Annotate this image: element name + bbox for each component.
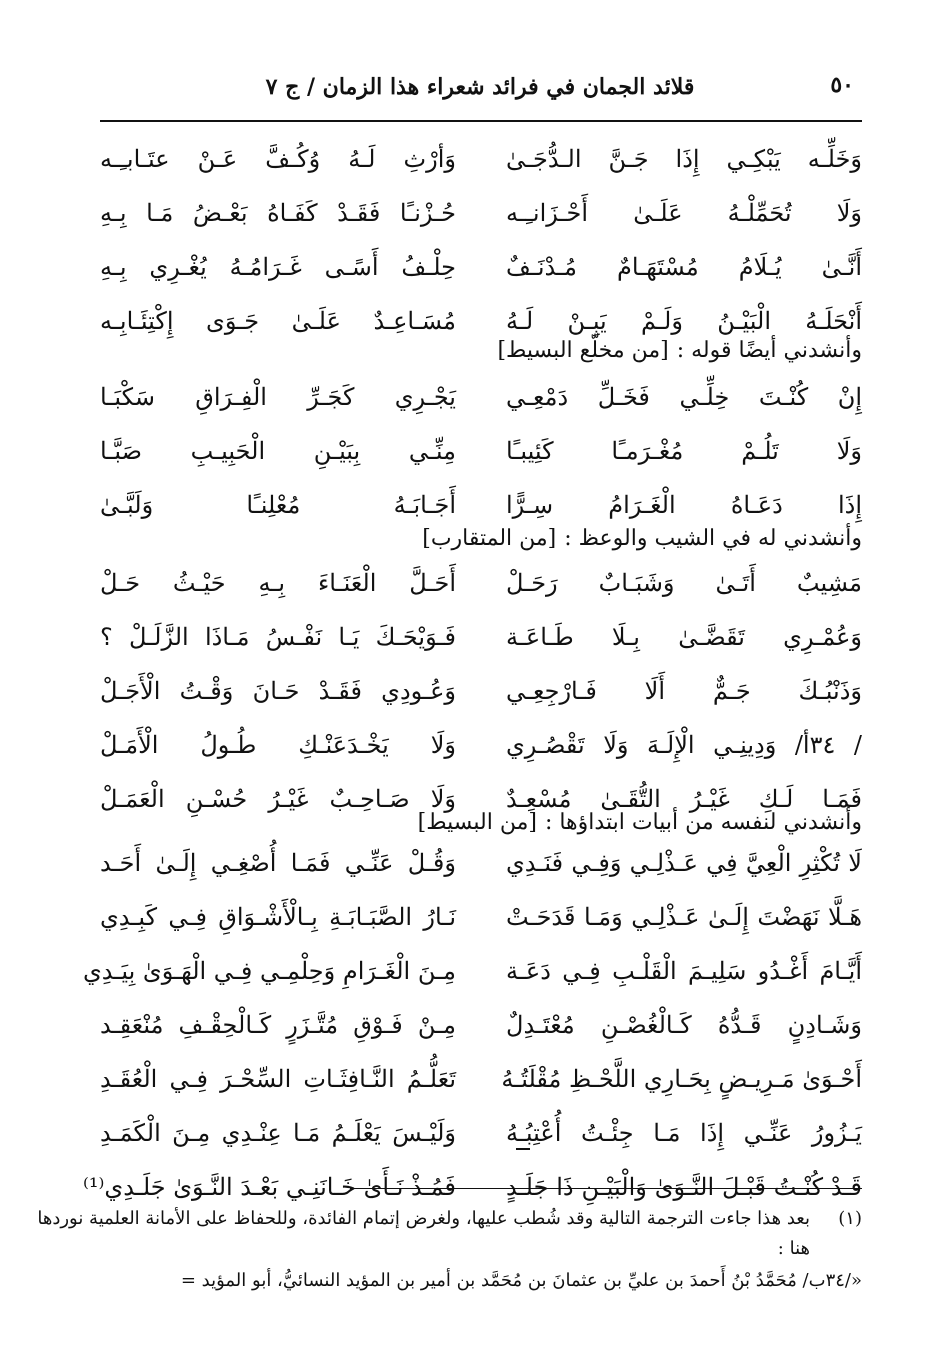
first-hemistich: وَذَنْبُـكَ جَـمٌّ أَلَا فَـارْجِعِـي <box>506 677 862 705</box>
verse-row <box>100 424 862 478</box>
verse-end-mark <box>516 1148 530 1150</box>
poem-2 <box>100 370 862 532</box>
first-hemistich: هَـلَّا نَهَضْتَ إِلَـىٰ عَـذْلِـي وَمَـا قَدَحَـتْ <box>506 903 862 931</box>
intro-line <box>100 526 862 551</box>
first-hemistich: وَشَـادِنٍ قَـدُّهُ كَـالْغُصْـنِ مُعْتَـدِلٌ <box>506 1011 862 1039</box>
first-hemistich: لَا تُكْثِرِ الْعِيَّ فِي عَـذْلِـي وَفِـي فَنَـدِي <box>506 849 862 877</box>
intro-line <box>100 338 862 363</box>
second-hemistich: حُـزْنـًا فَقَـدْ كَفَـاهُ بَعْـضُ مَـا بِـهِ <box>100 199 456 227</box>
intro-text: وأنشدني له في الشيب والوعظ : <box>564 526 862 551</box>
verse-row <box>100 998 862 1052</box>
second-hemistich: أَجَـابَـهُ مُعْلِنـًا وَلَبَّـىٰ <box>100 491 456 519</box>
poem-3 <box>100 556 862 826</box>
meter-label: [من المتقارب] <box>422 526 557 551</box>
first-hemistich: فَمَـا لَـكِ غَيْـرُ التُّقَـىٰ مُسْعِـدٌ <box>506 785 862 813</box>
second-hemistich: فَمُـذْ نَـأَىٰ خَـانَنِـي بَعْـدَ النَّـوَىٰ جَلَـدِي⁽¹⁾ <box>82 1173 456 1201</box>
page-header <box>100 68 860 112</box>
verse-row <box>100 718 862 772</box>
second-hemistich: وَأرْثِ لَـهُ وُكُـفَّ عَـنْ عتَـابـِـه <box>100 145 456 173</box>
meter-label: [من مخلّع البسيط] <box>497 338 669 363</box>
first-hemistich: أَنْحَلَـهُ الْبَيْـنُ وَلَـمْ يَبِـنْ لَـهُ <box>506 307 862 335</box>
verse-row <box>82 944 862 998</box>
first-hemistich: أَنَّـىٰ يُـلَامُ مُسْتَهَـامٌ مُـدْنَـفٌ <box>506 253 862 281</box>
first-hemistich: أَحْـوَىٰ مَـرِيـضٍ بِحَـارِي اللَّحْـظِ مُقْلَتُـهُ <box>501 1065 862 1093</box>
footnote-text: «/٣٤ب/ مُحَمَّدُ بْنُ أَحمدَ بن عليِّ بن عثمانَ بن مُحَمَّد بن أمير بن المؤيد النسائيُّ، أبو المؤيد = <box>180 1270 862 1291</box>
footnote-rule <box>350 1188 862 1189</box>
running-title: قلائد الجمان في فرائد شعراء هذا الزمان / ج ٧ <box>265 74 695 100</box>
meter-label: [من البسيط] <box>417 810 537 835</box>
first-hemistich: أَيَّـامَ أَغْـدُو سَلِيـمَ الْقَلْـبِ فِـي دَعَـة <box>506 957 862 985</box>
first-hemistich: قَـدْ كُنْـتُ قَبْـلَ النَّـوَىٰ وَالْبَيْـنِ ذَا جَلَـدٍ <box>506 1173 862 1201</box>
verse-row <box>100 240 862 294</box>
header-rule <box>100 120 862 122</box>
verse-row <box>82 1160 862 1214</box>
second-hemistich: مُسَـاعِـدٌ عَلَـىٰ جَـوَى إِكْتِئَـابِـه <box>100 307 456 335</box>
second-hemistich: مِـنَ الْغَـرَامِ وَحِلْمِـي فِـي الْهَـوَىٰ بِيَـدِي <box>82 957 456 985</box>
verse-row <box>100 370 862 424</box>
second-hemistich: مِنِّـي بِبَيْـنِ الْحَبِيـبِ صَبَّـا <box>100 437 456 465</box>
first-hemistich: يَـزُورُ عَنِّـي إِذَا مَـا جِئْـتُ أُعْتِبُـهُ <box>506 1119 862 1147</box>
poem-1 <box>100 132 862 348</box>
footnote-text: هنا : <box>777 1238 810 1259</box>
verse-row <box>100 478 862 532</box>
first-hemistich: مَشِيبٌ أَتَـىٰ وَشَبَـابٌ رَحَـلْ <box>506 569 862 597</box>
verse-row <box>100 836 862 890</box>
second-hemistich: نَـارُ الصَّبَـابَـةِ بِـالْأَشْـوَاقِ فِـي كَبِـدِي <box>100 903 456 931</box>
verse-row <box>100 664 862 718</box>
intro-text: وأنشدني لنفسه من أبيات ابتداؤها : <box>544 810 862 835</box>
second-hemistich: فَـوَيْحَـكَ يَـا نَفْـسُ مَـاذَا الزَّلَـلْ ؟ <box>100 623 456 651</box>
intro-line <box>100 810 862 835</box>
second-hemistich: وَلَا يَخْـدَعَنْـكِ طُـولُ الْأَمَـلْ <box>100 731 456 759</box>
second-hemistich: مِـنْ فَـوْقِ مُتَّـزَرٍ كَـالْحِقْـفِ مُنْعَقِـد <box>100 1011 456 1039</box>
second-hemistich: تَعَلُّـمُ النَّـافِثَـاتِ السِّحْـرَ فِـي الْعُقَـدِ <box>100 1065 456 1093</box>
second-hemistich: حِلْـفُ أَسًـى غَـرَامُـهُ يُغْـرِي بِـهِ <box>100 253 456 281</box>
verse-row <box>100 132 862 186</box>
verse-row <box>100 890 862 944</box>
poem-4 <box>82 836 862 1214</box>
verse-row <box>100 1106 862 1160</box>
verse-row <box>100 186 862 240</box>
second-hemistich: أَحَـلَّ الْعَنَـاءَ بِـهِ حَيْـثُ حَـلْ <box>100 569 456 597</box>
footnote-marker: (١) <box>838 1208 862 1229</box>
second-hemistich: وَلَيْـسَ يَعْلَـمُ مَـا عِنْـدِي مِـنَ الْكَمَـدِ <box>100 1119 456 1147</box>
first-hemistich: وَعُمْـرِي تَقَضَّـىٰ بِـلَا طَـاعَـة <box>506 623 862 651</box>
verse-row <box>100 610 862 664</box>
first-hemistich: / ٣٤أ/ وَدِينِـي الْإِلَـهَ وَلَا تَقْصُـرِي <box>506 731 862 759</box>
first-hemistich: إِذَا دَعَـاهُ الْغَـرَامُ سِـرًّا <box>506 491 862 519</box>
second-hemistich: يَجْـرِي كَجَـرِّ الْفِـرَاقِ سَكْبَـا <box>100 383 456 411</box>
first-hemistich: وَلَا تُحَمِّلْـهُ عَلَـىٰ أَحْـزَانـِـه <box>506 199 862 227</box>
verse-row <box>100 556 862 610</box>
first-hemistich: وَلَا تَلُـمْ مُغْـرَمـًا كَئِيبـًا <box>506 437 862 465</box>
second-hemistich: وَقُـلْ عَنِّـي فَمَـا أُصْغِـي إِلَـىٰ أَحَـد <box>100 849 456 877</box>
first-hemistich: إِنْ كُنْـتَ خِلِّـي فَخَـلِّ دَمْعِـي <box>506 383 862 411</box>
second-hemistich: وَلَا صَـاحِـبٌ غَيْـرُ حُسْـنِ الْعَمَـلْ <box>100 785 456 813</box>
second-hemistich: وَعُـودِي فَقَـدْ حَـانَ وَقْـتُ الْأَجَـلْ <box>100 677 456 705</box>
footnote-text: بعد هذا جاءت الترجمة التالية وقد شُطب عليها، ولغرض إتمام الفائدة، وللحفاظ على الأمانة العلمية نوردها <box>37 1208 810 1229</box>
page-number: ٥٠ <box>830 72 854 98</box>
intro-text: وأنشدني أيضًا قوله : <box>676 338 862 363</box>
first-hemistich: وَخَلِّـه يَبْكِـي إِذَا جَـنَّ الـدُّجَـىٰ <box>506 145 862 173</box>
verse-row <box>100 1052 862 1106</box>
